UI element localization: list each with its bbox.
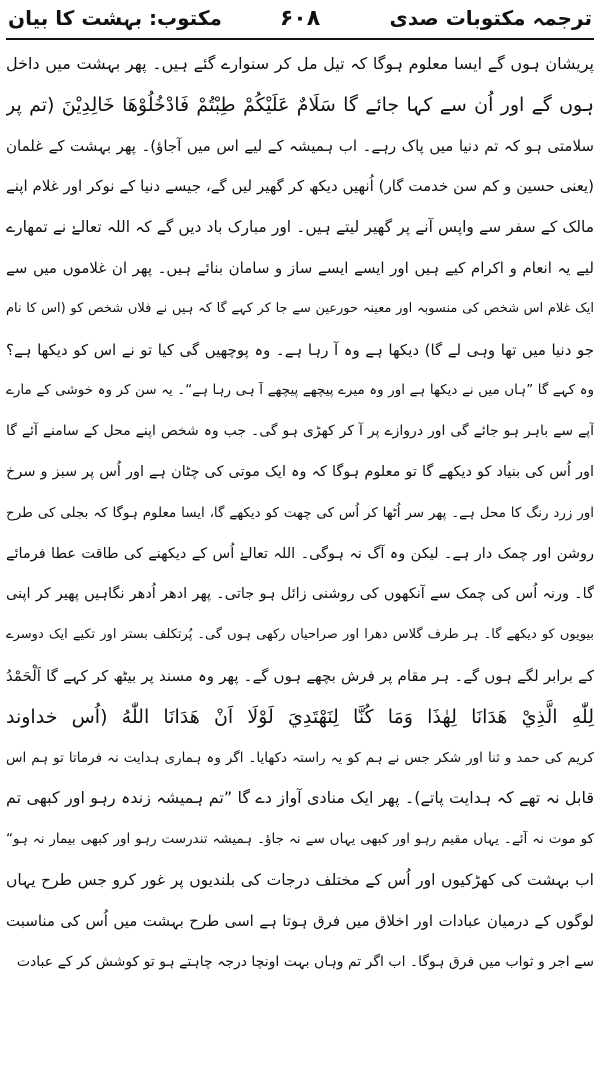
text-line: بیویوں کو دیکھے گا۔ ہر طرف گلاس دھرا اور صراحیاں رکھی ہوں گی۔ پُرتکلف بستر اور تکیے ایک دوسرے [6,627,594,643]
text-line: قابل نہ تھے کہ ہدایت پاتے)۔ پھر ایک منادی آواز دے گا ”تم ہمیشہ زندہ رہو اور کبھی تم [6,788,594,808]
text-line: لیے یہ انعام و اکرام کیے ہیں اور ایسے ایسے ساز و سامان بنائے ہیں۔ پھر ان غلاموں میں سے [6,258,594,277]
text-line: سے اجر و ثواب میں فرق ہوگا۔ اب اگر تم وہاں بہت اونچا درجہ چاہتے ہو تو کوشش کر کے عبادت [16,953,594,970]
text-line: اب بہشت کی کھڑکیوں اور اُس کے مختلف درجات کی بلندیوں پر غور کرو جس طرح یہاں [6,870,594,889]
book-title: ترجمہ مکتوبات صدی [389,6,592,30]
text-line: جو دنیا میں تھا وہی لے گا) دیکھا ہے وہ آ رہا ہے۔ وہ پوچھیں گی کیا تو نے اس کو دیکھا ہے؟ [6,340,594,359]
text-line: گا۔ ورنہ اُس کی چمک سے آنکھوں کی روشنی زائل ہو جاتی۔ پھر ادھر اُدھر نگاہیں پھیر کر اپنی [6,586,594,603]
text-line: لوگوں کے درمیان عبادات اور اخلاق میں فرق ہوتا ہے اسی طرح بہشت میں اُس کی مناسبت [6,911,594,930]
text-line: کو موت نہ آئے۔ یہاں مقیم رہو اور کبھی یہاں سے نہ جاؤ۔ ہمیشہ تندرست رہو اور کبھی بیمار نہ ہو“ [6,831,594,848]
text-line: کریم کی حمد و ثنا اور شکر جس نے ہم کو یہ راستہ دکھایا۔ اگر وہ ہماری ہدایت نہ فرماتا تو ہم اس [6,749,594,766]
text-line: لِلّٰهِ الَّذِيْ هَدَانَا لِهٰذَا وَمَا كُنَّا لِنَهْتَدِيَ لَوْلَا اَنْ هَدَانَا اللّٰهُ (اُس خداوند [6,705,594,728]
text-line: روشن اور چمک دار ہے۔ لیکن وہ آگ نہ ہوگی۔ اللہ تعالےٰ اُس کے دیکھنے کی طاقت عطا فرمائے [6,545,594,562]
text-line: سلامتی ہو کہ تم دنیا میں پاک رہے۔ اب ہمیشہ کے لیے اس میں آجاؤ)۔ پھر بہشت کے غلمان [6,136,594,155]
text-line: اور اُس کی بنیاد کو دیکھے گا تو معلوم ہوگا کہ وہ ایک موتی کی چٹان ہے اور اُس پر سبز و سرخ [6,463,594,480]
text-line: مالک کے سفر سے واپس آنے پر گھیر لیتے ہیں۔ اور مبارک باد دیں گے کہ اللہ تعالےٰ نے تمھارے [6,218,594,237]
section-title: مکتوب: بہشت کا بیان [8,6,222,30]
text-line: پریشان ہوں گے ایسا معلوم ہوگا کہ تیل مل کر سنوارے گئے ہیں۔ پھر بہشت میں داخل [6,54,594,73]
page-header [6,4,594,40]
page-number: ۶۰۸ [279,6,321,31]
text-line: (یعنی حسین و کم سن خدمت گار) اُنھیں دیکھ کر گھیر لیں گے، جیسے دنیا کے نوکر اور غلام اپنے [6,177,594,196]
text-line: کے برابر لگے ہوں گے۔ ہر مقام پر فرش بچھے ہوں گے۔ پھر وہ مسند پر بیٹھ کر کہے گا اَلْحَمْدُ [6,666,594,685]
text-line: ایک غلام اس شخص کی منسوبہ اور معینہ حورعین سے جا کر کہے گا کہ ہیں نے فلاں شخص کو (اس کا نام [6,300,594,316]
text-line: آپے سے باہر ہو جائے گی اور دروازے پر آ کر کھڑی ہو گی۔ جب وہ شخص اپنے محل کے سامنے آئے گا [6,423,594,440]
text-line: وہ کہے گا ”ہاں میں نے دیکھا ہے اور وہ میرے پیچھے پیچھے آ ہی رہا ہے“۔ یہ سن کر وہ خوشی کے مارے [6,382,594,399]
text-line: ہوں گے اور اُن سے کہا جائے گا سَلَامٌ عَلَيْكُمْ طِبْتُمْ فَادْخُلُوْهَا خَالِدِيْنَ (تم پر [6,93,594,116]
text-body [6,44,594,1088]
text-line: اور زرد رنگ کا محل ہے۔ پھر سر اُٹھا کر اُس کی چھت کو دیکھے گا، ایسا معلوم ہوگا کہ بجلی کی طرح [6,504,594,521]
